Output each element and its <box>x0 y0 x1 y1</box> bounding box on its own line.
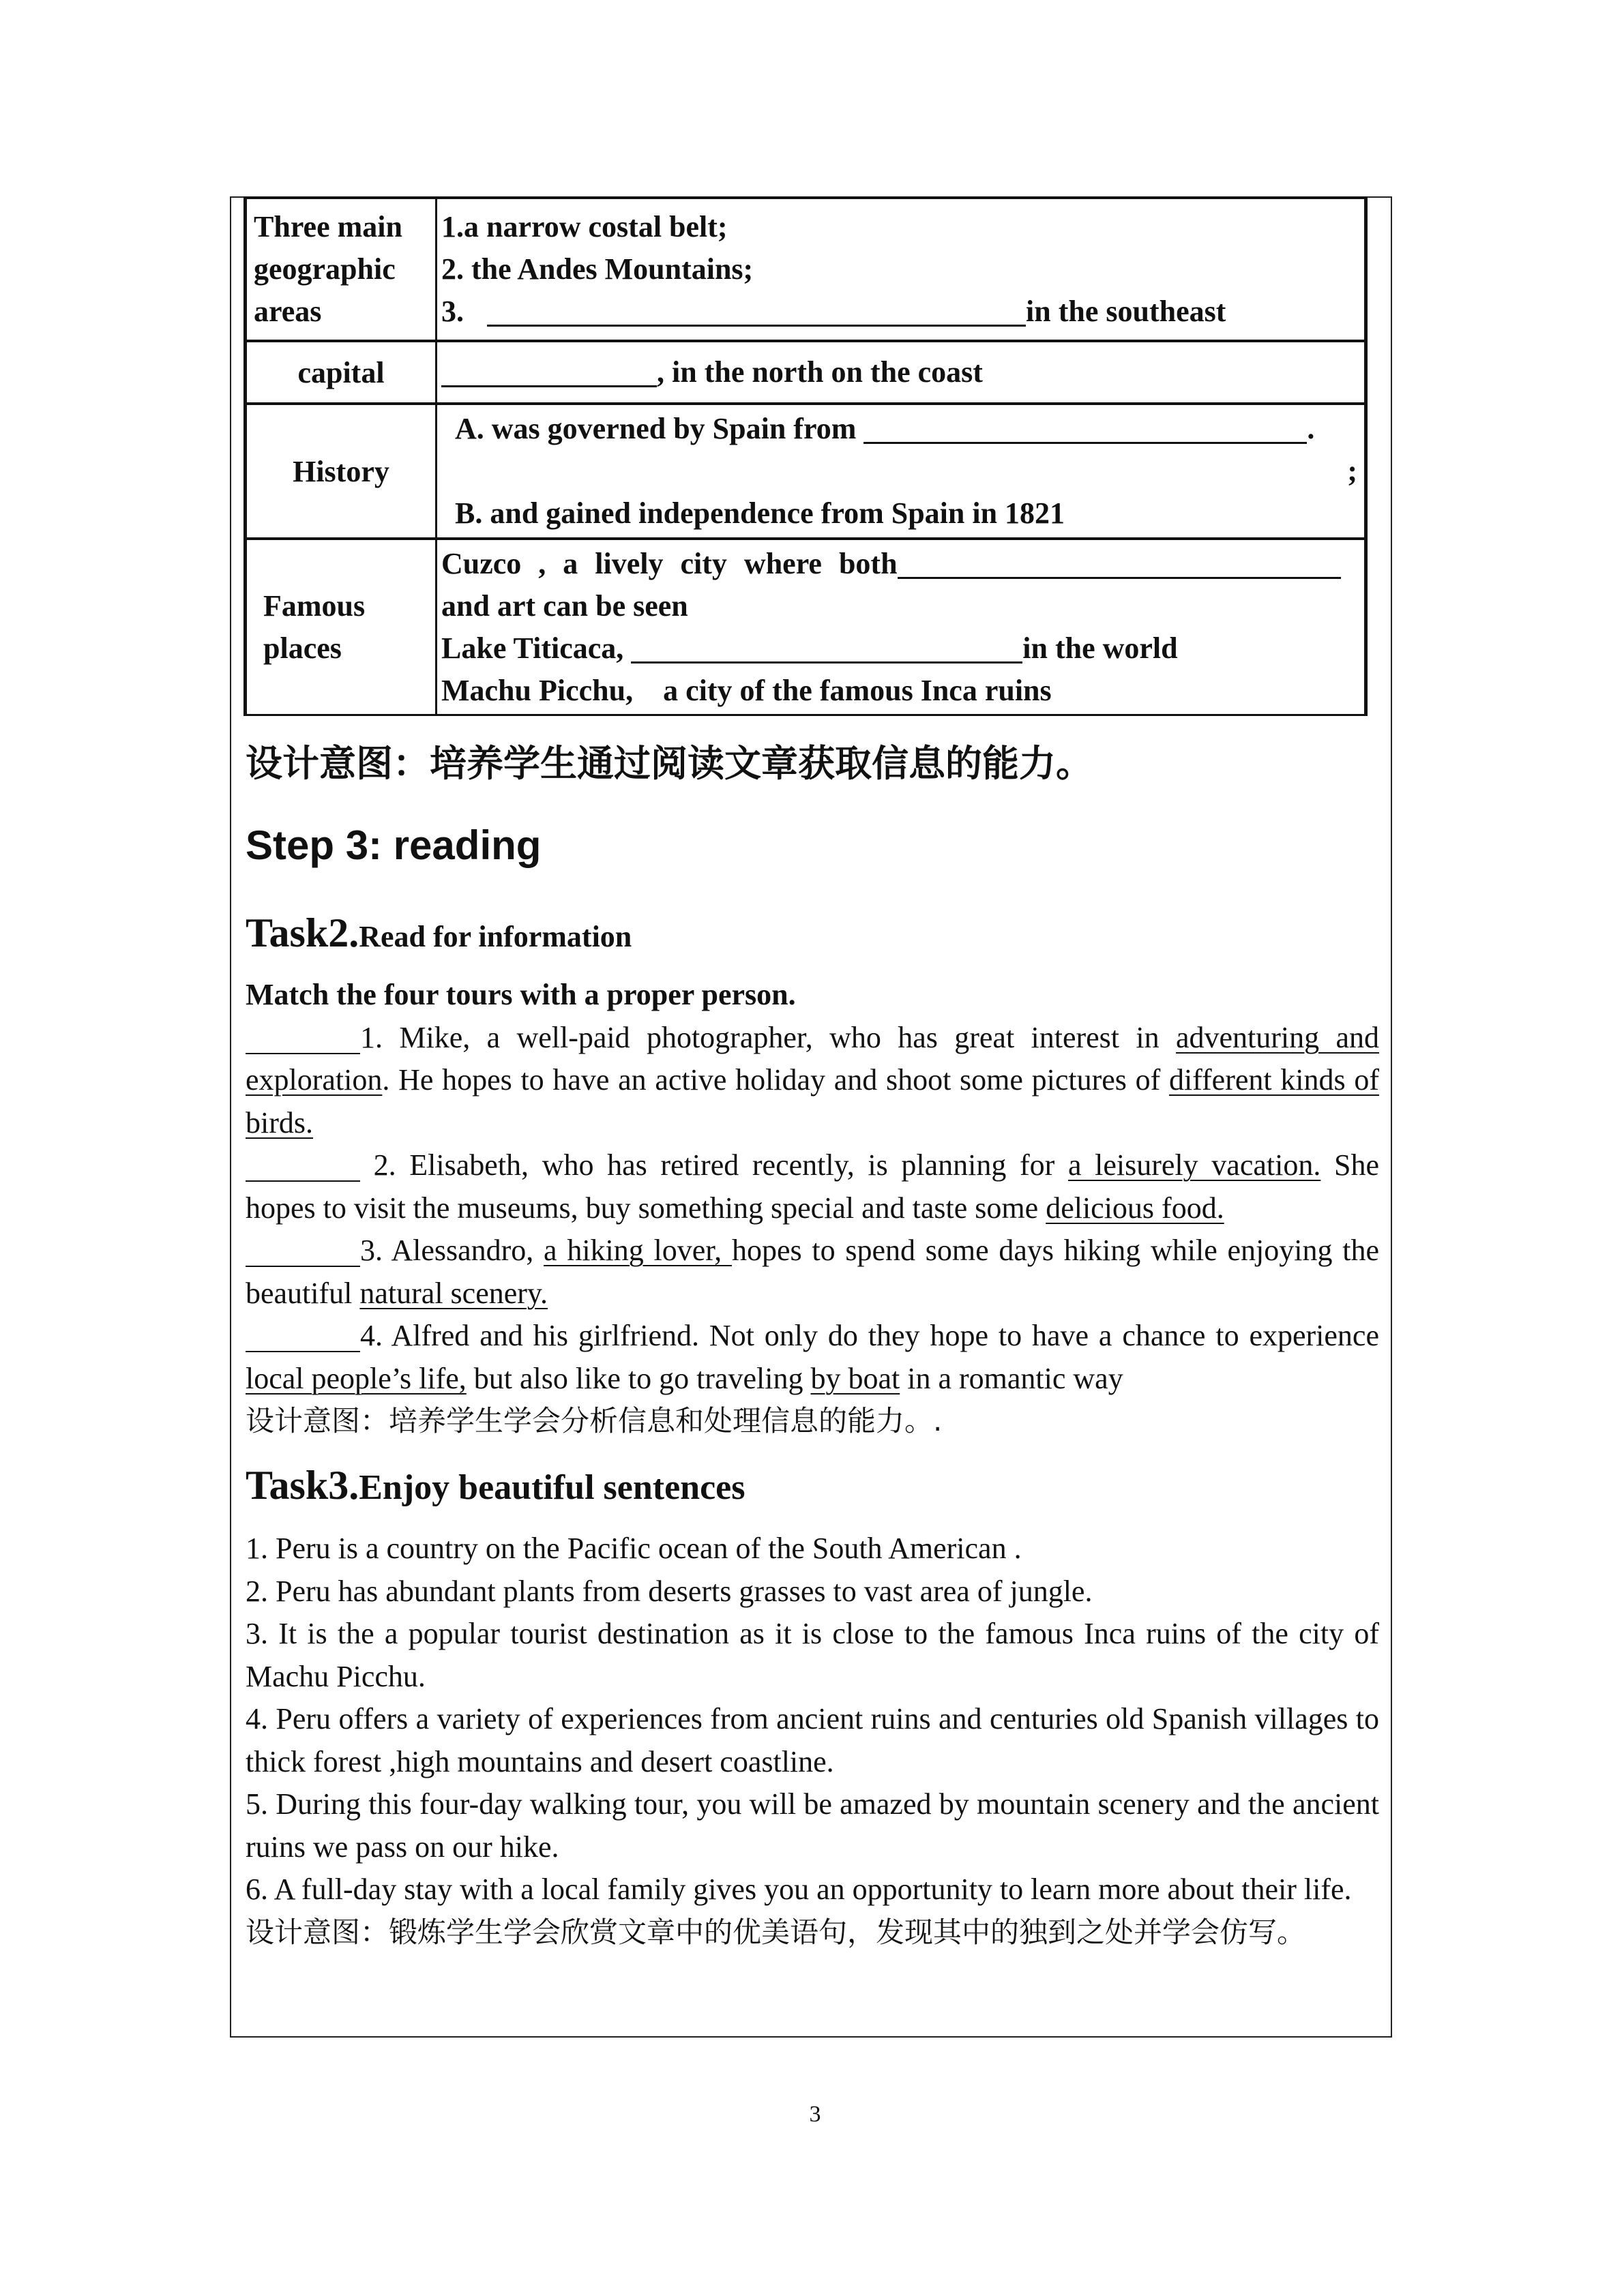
answer-blank-3[interactable] <box>246 1234 360 1267</box>
area-line-3: 3. in the southeast <box>441 295 1226 329</box>
peru-info-table <box>243 196 1368 716</box>
area-line-1: 1.a narrow costal belt; <box>441 210 728 244</box>
answer-blank-2[interactable] <box>246 1149 360 1182</box>
table-row-geography <box>246 198 1366 341</box>
answer-blank-1[interactable] <box>246 1022 360 1054</box>
fill-blank[interactable] <box>631 634 1022 664</box>
sentence-5: 5. During this four-day walking tour, you will be amazed by mountain scenery and the ancient ruins we pass on our hike. <box>246 1787 1379 1864</box>
label-geographic-areas: Three main geographic areas <box>246 198 437 341</box>
fill-blank[interactable] <box>863 415 1307 444</box>
match-instruction: Match the four tours with a proper person. <box>246 978 796 1011</box>
sentence-4: 4. Peru offers a variety of experiences from ancient ruins and centuries old Spanish villages to thick forest ,high mountains and desert coastline. <box>246 1702 1379 1778</box>
value-capital: , in the north on the coast <box>437 341 1366 404</box>
value-history: A. was governed by Spain from . ; B. and gained independence from Spain in 1821 <box>437 404 1366 539</box>
fill-blank[interactable] <box>441 358 657 387</box>
label-capital: capital <box>246 341 437 404</box>
table-row-history <box>246 404 1366 539</box>
task2-heading: Task2.Read for information <box>246 910 632 955</box>
task3-heading: Task3.Enjoy beautiful sentences <box>246 1463 745 1508</box>
page-number: 3 <box>809 2102 821 2127</box>
match-item-3: 3. Alessandro, a hiking lover, hopes to spend some days hiking while enjoying the beautiful natural scenery. <box>246 1234 1380 1310</box>
design-intent-3: 设计意图：锻炼学生学会欣赏文章中的优美语句，发现其中的独到之处并学会仿写。 <box>246 1915 1306 1949</box>
label-history: History <box>246 404 437 539</box>
table-row-capital <box>246 341 1366 404</box>
fill-blank[interactable] <box>898 550 1341 579</box>
design-intent-1: 设计意图：培养学生通过阅读文章获取信息的能力。 <box>246 742 1093 785</box>
sentence-1: 1. Peru is a country on the Pacific ocean of the South American . <box>246 1532 1022 1565</box>
table-row-famous-places <box>246 539 1366 715</box>
sentence-2: 2. Peru has abundant plants from deserts grasses to vast area of jungle. <box>246 1574 1093 1608</box>
design-intent-2: 设计意图：培养学生学会分析信息和处理信息的能力。. <box>246 1404 943 1437</box>
match-item-1: 1. Mike, a well-paid photographer, who has great interest in adventuring and exploration. He hopes to have an active holiday and shoot some pictures of different kinds of birds. <box>246 1020 1380 1139</box>
value-famous-places: Cuzco , a lively city where both and art can be seen Lake Titicaca, in the world Machu Picchu, a city of the famous Inca ruins <box>437 539 1366 715</box>
match-item-2: 2. Elisabeth, who has retired recently, is planning for a leisurely vacation. She hopes to visit the museums, buy something special and taste some delicious food. <box>246 1148 1380 1225</box>
answer-blank-4[interactable] <box>246 1320 360 1352</box>
task3-sentences <box>246 1527 1379 1954</box>
label-famous-places: Famous places <box>246 539 437 715</box>
area-line-2: 2. the Andes Mountains; <box>441 252 754 286</box>
semicolon: ; <box>1347 454 1357 488</box>
fill-blank[interactable] <box>487 297 1026 327</box>
sentence-6: 6. A full-day stay with a local family gives you an opportunity to learn more about their life. <box>246 1873 1352 1906</box>
task2-body <box>246 974 1379 1443</box>
step-3-heading: Step 3: reading <box>246 822 542 868</box>
match-item-4: 4. Alfred and his girlfriend. Not only do they hope to have a chance to experience local people’s life, but also like to go traveling by boat in a romantic way <box>246 1319 1379 1395</box>
sentence-3: 3. It is the a popular tourist destination as it is close to the famous Inca ruins of the city of Machu Picchu. <box>246 1617 1379 1693</box>
value-geographic-areas <box>437 198 1366 341</box>
